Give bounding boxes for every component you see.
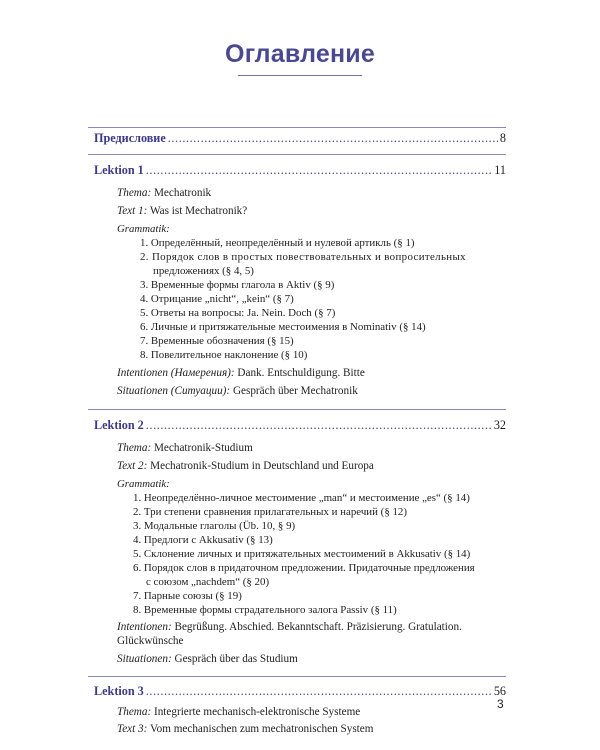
toc-entry-lektion-3[interactable] xyxy=(94,684,506,699)
grammar-item: 4. Предлоги с Akkusativ (§ 13) xyxy=(133,534,273,546)
text-line: Text 2: Mechatronik-Studium in Deutschland und Europa xyxy=(117,460,374,472)
divider xyxy=(88,154,506,155)
thema-line: Thema: Mechatronik-Studium xyxy=(117,442,253,454)
toc-entry-lektion-1[interactable] xyxy=(94,163,506,178)
toc-page: 56 xyxy=(493,684,506,698)
grammatik-label: Grammatik: xyxy=(117,223,170,235)
grammar-item-cont: с союзом „nachdem“ (§ 20) xyxy=(146,576,270,588)
grammar-item: 3. Модальные глаголы (Üb. 10, § 9) xyxy=(133,520,296,532)
grammar-item: 1. Неопределённо-личное местоимение „man“ и местоимение „es“ (§ 14) xyxy=(133,492,470,504)
toc-label: Lektion 3 xyxy=(94,684,144,698)
grammatik-label: Grammatik: xyxy=(117,478,170,490)
grammar-item: 4. Отрицание „nicht“, „kein“ (§ 7) xyxy=(140,293,294,305)
grammar-item: 5. Склонение личных и притяжательных местоимений в Akkusativ (§ 14) xyxy=(133,548,471,560)
toc-label: Lektion 2 xyxy=(94,418,144,432)
grammar-item: 1. Определённый, неопределённый и нулевой артикль (§ 1) xyxy=(140,237,415,249)
intentionen-line: Intentionen: Begrüßung. Abschied. Bekanntschaft. Präzisierung. Gratulation. xyxy=(117,621,462,633)
toc-entry-preface[interactable] xyxy=(94,131,506,146)
divider xyxy=(88,409,506,410)
divider xyxy=(88,127,506,128)
toc-page: 8 xyxy=(499,131,506,145)
page-title: Оглавление xyxy=(225,40,375,68)
divider xyxy=(88,676,506,677)
toc-label: Предисловие xyxy=(94,131,166,145)
intentionen-line: Intentionen (Намерения): Dank. Entschuldigung. Bitte xyxy=(117,367,365,379)
text-line: Text 3: Vom mechanischen zum mechatronischen System xyxy=(117,723,374,735)
situationen-line: Situationen (Ситуации): Gespräch über Mechatronik xyxy=(117,385,358,397)
grammar-item: 6. Порядок слов в придаточном предложении. Придаточные предложения xyxy=(133,562,475,574)
grammar-item: 2. Порядок слов в простых повествовательных и вопросительных xyxy=(140,251,466,263)
toc-entry-lektion-2[interactable] xyxy=(94,418,506,433)
toc-label: Lektion 1 xyxy=(94,163,144,177)
leader-dots xyxy=(168,131,498,146)
grammar-item: 8. Повелительное наклонение (§ 10) xyxy=(140,349,308,361)
title-underline xyxy=(238,75,362,76)
leader-dots xyxy=(146,418,492,433)
grammar-item: 7. Временные обозначения (§ 15) xyxy=(140,335,294,347)
situationen-line: Situationen: Gespräch über das Studium xyxy=(117,653,298,665)
grammar-item: 8. Временные формы страдательного залога Passiv (§ 11) xyxy=(133,604,397,616)
grammar-item: 7. Парные союзы (§ 19) xyxy=(133,590,242,602)
grammar-item: 3. Временные формы глагола в Aktiv (§ 9) xyxy=(140,279,335,291)
intentionen-line-cont: Glückwünsche xyxy=(117,635,184,647)
leader-dots xyxy=(146,684,492,699)
grammar-item-cont: предложениях (§ 4, 5) xyxy=(153,265,254,277)
grammar-item: 6. Личные и притяжательные местоимения в Nominativ (§ 14) xyxy=(140,321,426,333)
grammar-item: 2. Три степени сравнения прилагательных и наречий (§ 12) xyxy=(133,506,407,518)
toc-page: 11 xyxy=(494,163,506,177)
leader-dots xyxy=(146,163,492,178)
toc-page: 32 xyxy=(493,418,506,432)
text-line: Text 1: Was ist Mechatronik? xyxy=(117,205,248,217)
thema-line: Thema: Mechatronik xyxy=(117,187,212,199)
page-number: 3 xyxy=(497,697,504,711)
grammar-item: 5. Ответы на вопросы: Ja. Nein. Doch (§ 7) xyxy=(140,307,336,319)
thema-line: Thema: Integrierte mechanisch-elektronische Systeme xyxy=(117,706,361,718)
